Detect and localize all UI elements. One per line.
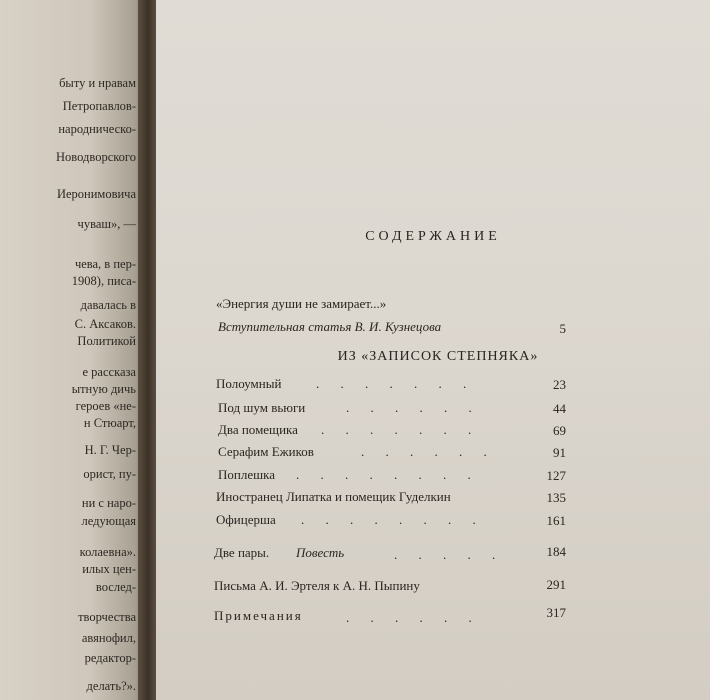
left-line: С. Аксаков. — [74, 317, 136, 331]
page-title: СОДЕРЖАНИЕ — [365, 229, 501, 244]
toc-entry-title: Полоумный — [216, 376, 282, 391]
left-line: творчества — [78, 610, 136, 624]
left-line: делать?». — [86, 679, 136, 693]
left-line: народническо- — [58, 122, 136, 136]
left-line: илых цен- — [82, 562, 136, 576]
left-line: чева, в пер- — [74, 257, 136, 271]
toc-entry-title: Два помещика — [218, 422, 298, 437]
left-line: 1908), писа- — [71, 274, 136, 288]
leader-dots: . . . . . . — [361, 444, 496, 459]
left-line: ни с наро- — [81, 496, 136, 510]
intro-title: «Энергия души не замирает...» — [216, 296, 387, 311]
left-line: Новодворского — [56, 150, 136, 164]
left-line: Петропавлов- — [62, 99, 136, 113]
leader-dots: . . . . . . — [346, 610, 481, 625]
toc-entry-page: 184 — [546, 544, 566, 559]
toc-entry-page: 91 — [553, 445, 566, 460]
left-line: авянофил, — [81, 631, 136, 645]
leader-dots: . . . . . . . — [321, 422, 481, 437]
toc-entry-title: Две пары. — [214, 545, 270, 560]
left-line: н Стюарт, — [83, 416, 136, 430]
left-line: быту и нравам — [59, 76, 136, 90]
toc-entry-title: Примечания — [214, 608, 303, 623]
left-line: вослед- — [95, 580, 136, 594]
left-line: чуваш», — — [77, 217, 136, 231]
left-line: е рассказа — [82, 365, 136, 379]
left-line: колаевна». — [79, 545, 136, 559]
intro-subtitle: Вступительная статья В. И. Кузнецова — [218, 319, 442, 334]
toc-entry-page: 135 — [546, 490, 566, 505]
leader-dots: . . . . . — [394, 547, 505, 562]
toc-entry-title: Под шум вьюги — [218, 400, 306, 415]
section-title: ИЗ «ЗАПИСОК СТЕПНЯКА» — [337, 349, 539, 364]
left-line: редактор- — [84, 651, 136, 665]
leader-dots: . . . . . . . . — [301, 512, 485, 527]
leader-dots: . . . . . . . . — [296, 467, 480, 482]
left-line: Иеронимовича — [56, 187, 136, 201]
toc-entry-page: 317 — [546, 605, 566, 620]
toc-entry-title: Иностранец Липатка и помещик Гуделкин — [216, 489, 451, 504]
toc-entry-page: 161 — [546, 513, 566, 528]
left-line: орист, пу- — [83, 467, 136, 481]
toc-entry-title: Серафим Ежиков — [218, 444, 314, 459]
toc-entry-title: Поплешка — [218, 467, 276, 482]
left-line: давалась в — [80, 298, 136, 312]
intro-page-number: 5 — [559, 321, 566, 336]
left-line: героев «не- — [75, 399, 136, 413]
toc-entry-page: 44 — [553, 401, 566, 416]
contents-page — [156, 0, 710, 700]
left-line: Н. Г. Чер- — [84, 443, 136, 457]
leader-dots: . . . . . . . — [316, 376, 476, 391]
toc-entry-page: 69 — [553, 423, 566, 438]
left-line: ытную дичь — [71, 382, 136, 396]
toc-entry-page: 127 — [546, 468, 566, 483]
leader-dots: . . . . . . — [346, 400, 481, 415]
left-line: ледующая — [81, 514, 136, 528]
left-line: Политикой — [77, 334, 136, 348]
left-page — [0, 0, 150, 700]
toc-entry-page: 23 — [553, 377, 566, 392]
toc-entry-title: Офицерша — [216, 512, 276, 527]
toc-entry-title: Письма А. И. Эртеля к А. Н. Пыпину — [214, 578, 420, 593]
toc-entry-page: 291 — [546, 577, 566, 592]
toc-entry-subtitle: Повесть — [296, 545, 345, 560]
